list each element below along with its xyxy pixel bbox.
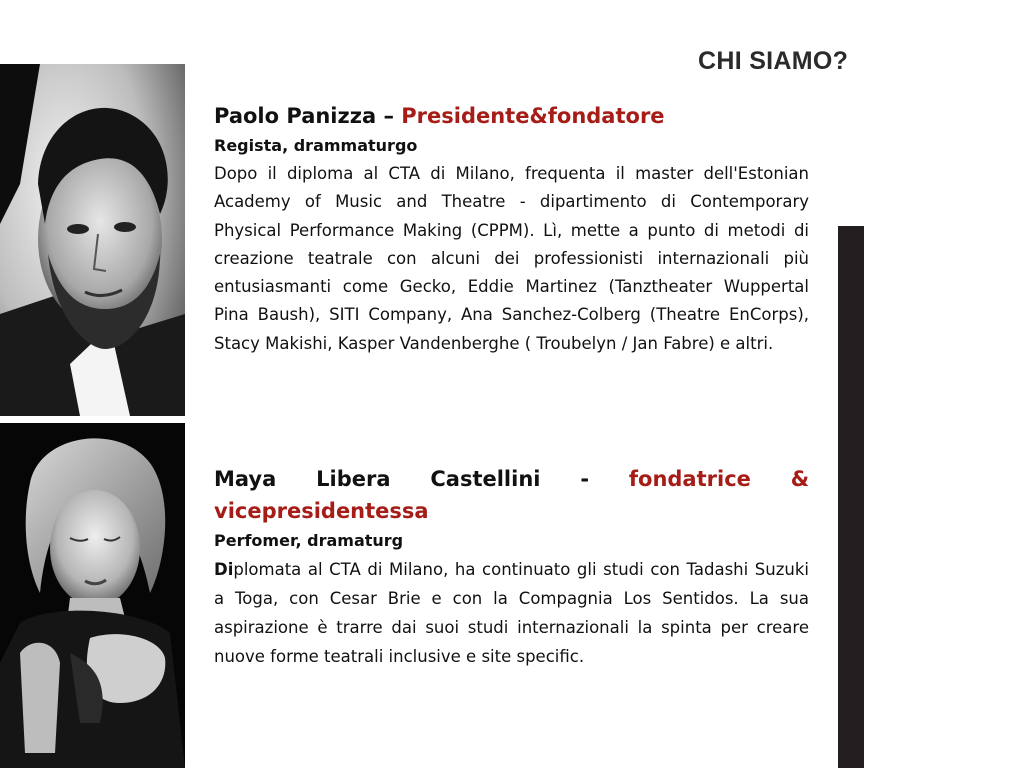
bio-bold-start: Di	[214, 560, 234, 579]
person-name-first: Maya	[214, 467, 277, 491]
person-heading	[214, 100, 809, 132]
profile-maya-libera-castellini	[214, 463, 809, 671]
person-subtitle: Perfomer, dramaturg	[214, 531, 404, 550]
portrait-maya-libera-castellini	[0, 423, 185, 768]
person-name-middle: Libera	[316, 467, 391, 491]
portrait-paolo-panizza	[0, 64, 185, 416]
person-bio: Dopo il diploma al CTA di Milano, frequenta il master dell'Estonian Academy of Music and Theatre - dipartimento di Contemporary Physical Performance Making (CPPM). Lì, mette a punto di metodi di creazione teatrale con alcuni dei professionisti internazionali più entusiasmanti come Gecko, Eddie Martinez (Tanztheater Wuppertal Pina Baush), SITI Company, Ana Sanchez-Colberg (Theatre EnCorps), Stacy Makishi, Kasper Vandenberghe ( Troubelyn / Jan Fabre) e altri.	[214, 164, 809, 353]
profile-paolo-panizza	[214, 100, 809, 358]
bio-text: plomata al CTA di Milano, ha continuato gli studi con Tadashi Suzuki a Toga, con Cesar Brie e con la Compagnia Los Sentidos. La sua aspirazione è trarre dai suoi studi internazionali la spinta per creare nuove forme teatrali inclusive e site specific.	[214, 560, 809, 666]
person-role: fondatrice &	[628, 467, 810, 491]
name-separator: –	[383, 104, 394, 128]
name-separator: -	[580, 467, 590, 491]
page-title: CHI SIAMO?	[698, 47, 849, 75]
person-heading	[214, 463, 809, 495]
person-subtitle: Regista, drammaturgo	[214, 136, 418, 155]
person-role-continued: vicepresidentessa	[214, 499, 429, 523]
decorative-side-bar	[838, 226, 864, 768]
person-name: Paolo Panizza	[214, 104, 377, 128]
person-role: Presidente&fondatore	[401, 104, 665, 128]
person-name-last: Castellini	[430, 467, 541, 491]
person-bio	[214, 555, 809, 671]
